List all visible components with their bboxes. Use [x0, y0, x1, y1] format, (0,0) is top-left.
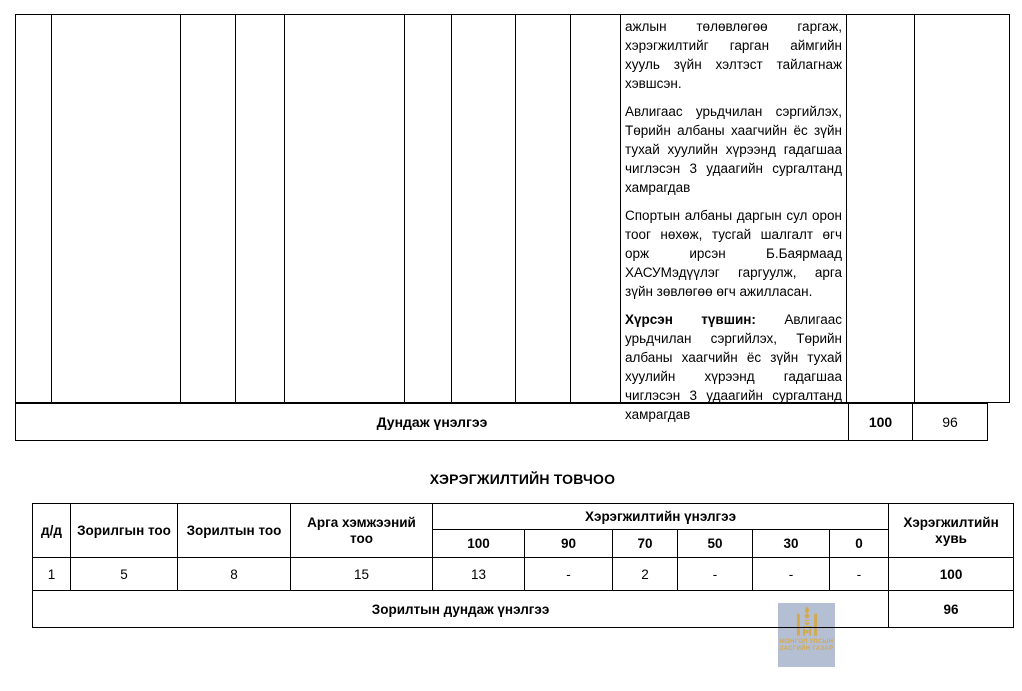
cell-num: 1: [33, 558, 71, 591]
average-evaluation-label: Дундаж үнэлгээ: [376, 414, 488, 430]
main-table-empty-cell: [181, 15, 236, 402]
footer-average-label: Зорилтын дундаж үнэлгээ: [33, 591, 889, 628]
narrative-paragraph: Авлигаас урьдчилан сэргийлэх, Төрийн албаны хаагчийн ёс зүйн тухай хуулийн хүрээнд гадагшаа чиглэсэн 3 удаагийн сургалтанд хамрагдав: [625, 104, 842, 195]
main-table-empty-cell: [915, 15, 1009, 402]
main-table-empty-cell: [405, 15, 452, 402]
header-activity-count: Арга хэмжээний тоо: [291, 504, 433, 558]
header-objective-count: Зорилтын тоо: [178, 504, 291, 558]
main-table-empty-cell: [516, 15, 571, 402]
header-band-90: 90: [525, 530, 613, 558]
header-evaluation: Хэрэгжилтийн үнэлгээ: [433, 504, 889, 530]
cell-band-100: 13: [433, 558, 525, 591]
main-table-empty-cell: [285, 15, 405, 402]
cell-percent: 100: [889, 558, 1014, 591]
narrative-paragraph: ажлын төлөвлөгөө гаргаж, хэрэгжилтийг гарган аймгийн хууль зүйн хэлтэст тайлагнаж хэвшсэн.: [625, 19, 842, 91]
average-evaluation-percent: 96: [942, 414, 958, 430]
summary-section-title: ХЭРЭГЖИЛТИЙН ТОВЧОО: [429, 471, 616, 487]
header-band-70: 70: [613, 530, 678, 558]
summary-data-row: [33, 558, 1014, 591]
cell-objective-count: 8: [178, 558, 291, 591]
footer-average-percent: 96: [889, 591, 1014, 628]
cell-band-30: -: [753, 558, 830, 591]
average-evaluation-row: [15, 403, 988, 441]
main-table-empty-cell: [16, 15, 52, 402]
cell-band-70: 2: [613, 558, 678, 591]
summary-table: [32, 503, 1014, 628]
narrative-paragraph: Спортын албаны даргын сул орон тоог нөхөж, тусгай шалгалт өгч орж ирсэн Б.Баярмаад ХАСУМэдүүлэг гаргуулж, арга зүйн зөвлөгөө өгч ажилласан.: [625, 208, 842, 299]
header-band-0: 0: [830, 530, 889, 558]
cell-band-90: -: [525, 558, 613, 591]
logo-caption: [780, 639, 834, 653]
cell-band-0: -: [830, 558, 889, 591]
summary-footer-row: [33, 591, 1014, 628]
main-table-empty-cell: [847, 15, 915, 402]
main-table-empty-cell: [236, 15, 285, 402]
main-table-empty-cell: [452, 15, 516, 402]
main-table-empty-cell: [52, 15, 181, 402]
cell-goal-count: 5: [71, 558, 178, 591]
cell-band-50: -: [678, 558, 753, 591]
average-evaluation-score: 100: [848, 404, 913, 440]
logo-caption-line1: МОНГОЛ УЛСЫН: [779, 639, 834, 645]
main-table-empty-cell: [571, 15, 621, 402]
narrative-paragraph: Хүрсэн түвшин: Авлигаас урьдчилан сэргийлэх, Төрийн албаны хаагчийн ёс зүйн тухай хуулийн хүрээнд гадагшаа чиглэсэн 3 удаагийн сургалтанд хамрагдав: [625, 312, 842, 422]
logo-caption-line2: ЗАСГИЙН ГАЗАР: [779, 646, 834, 652]
narrative-cell: [621, 15, 847, 422]
header-band-50: 50: [678, 530, 753, 558]
header-goal-count: Зорилгын тоо: [71, 504, 178, 558]
header-percent: Хэрэгжилтийн хувь: [889, 504, 1014, 558]
header-num: д/д: [33, 504, 71, 558]
cell-activity-count: 15: [291, 558, 433, 591]
header-band-30: 30: [753, 530, 830, 558]
header-band-100: 100: [433, 530, 525, 558]
